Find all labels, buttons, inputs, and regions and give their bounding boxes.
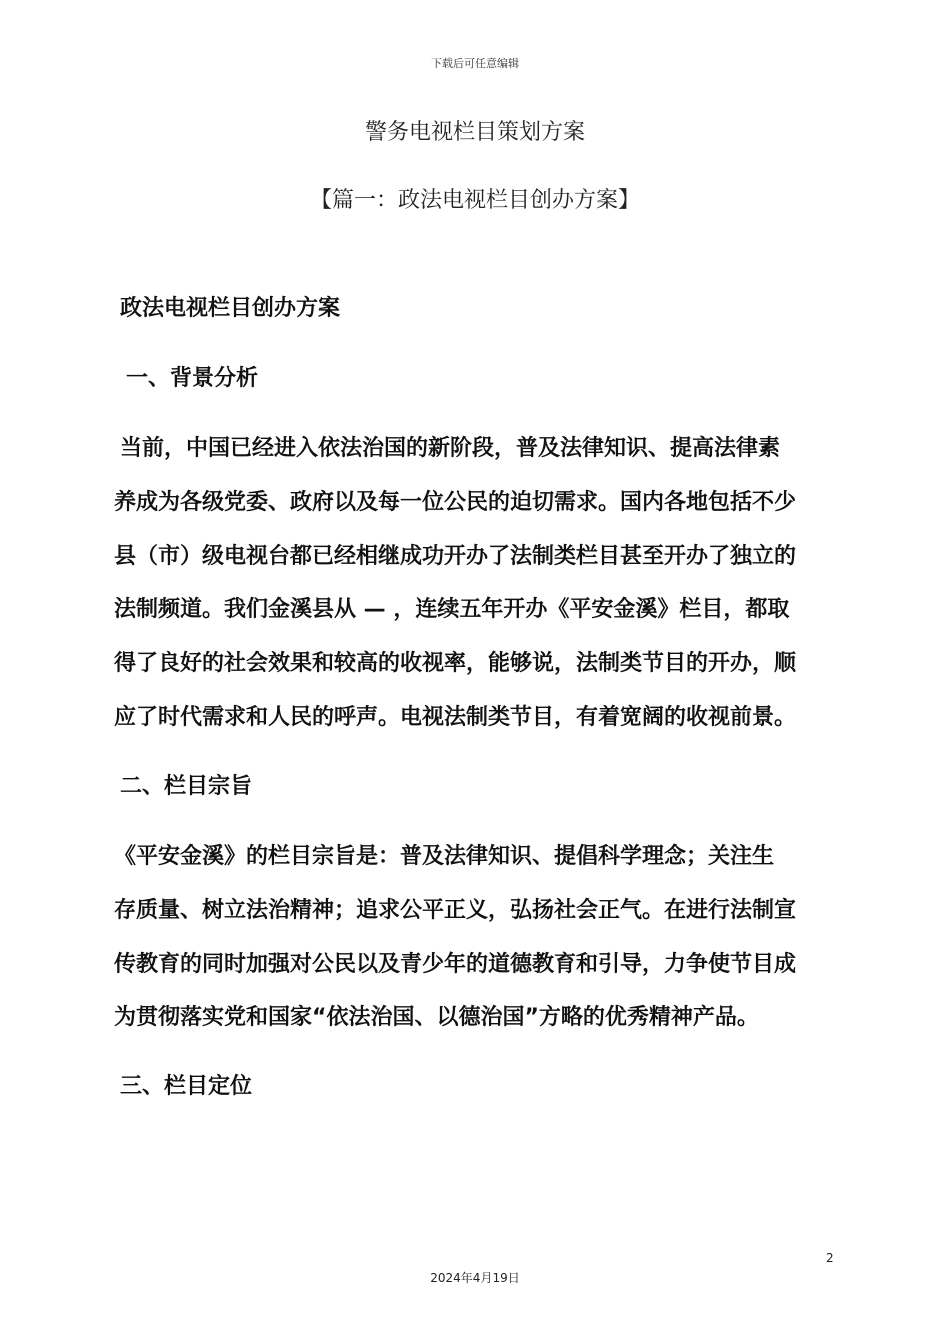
section-title: 政法电视栏目创办方案 [120, 296, 341, 321]
document-title: 警务电视栏目策划方案 [364, 120, 585, 145]
section-heading-positioning: 三、栏目定位 [120, 1074, 253, 1099]
paragraph-line: 存质量、树立法治精神；追求公平正义，弘扬社会正气。在进行法制宣 [114, 898, 797, 923]
footer-date: 2024年4月19日 [430, 1271, 520, 1285]
header-note: 下载后可任意编辑 [431, 57, 519, 70]
paragraph-line: 传教育的同时加强对公民以及青少年的道德教育和引导，力争使节目成 [114, 952, 797, 977]
paragraph-line: 县（市）级电视台都已经相继成功开办了法制类栏目甚至开办了独立的 [114, 544, 797, 569]
page-number: 2 [826, 1251, 834, 1265]
section-heading-background: 一、背景分析 [126, 366, 259, 391]
paragraph-line: 应了时代需求和人民的呼声。电视法制类节目，有着宽阔的收视前景。 [114, 705, 797, 730]
paragraph-line: 养成为各级党委、政府以及每一位公民的迫切需求。国内各地包括不少 [114, 490, 797, 515]
paragraph-line: 当前，中国已经进入依法治国的新阶段，普及法律知识、提高法律素 [120, 436, 781, 461]
paragraph-line: 法制频道。我们金溪县从 — ，连续五年开办《平安金溪》栏目，都取 [114, 597, 790, 622]
paragraph-line: 得了良好的社会效果和较高的收视率，能够说，法制类节目的开办，顺 [114, 651, 797, 676]
paragraph-line: 《平安金溪》的栏目宗旨是：普及法律知识、提倡科学理念；关注生 [114, 844, 775, 869]
document-subtitle: 【篇一：政法电视栏目创办方案】 [309, 188, 640, 213]
section-heading-purpose: 二、栏目宗旨 [120, 774, 253, 799]
paragraph-line: 为贯彻落实党和国家“依法治国、以德治国”方略的优秀精神产品。 [114, 1005, 759, 1030]
